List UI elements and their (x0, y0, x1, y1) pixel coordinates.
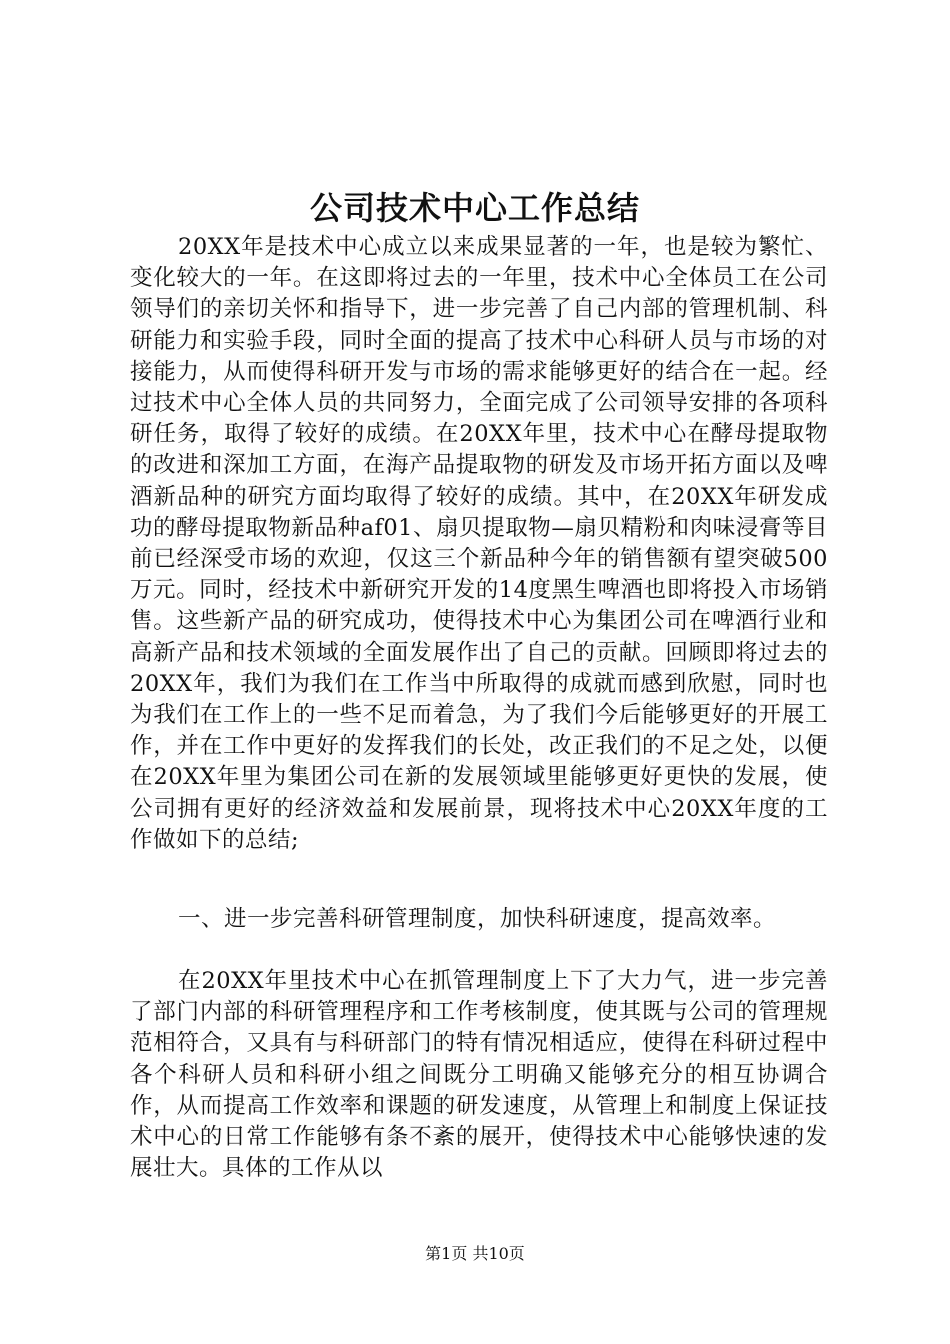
paragraph-intro: 20XX年是技术中心成立以来成果显著的一年，也是较为繁忙、变化较大的一年。在这即将过去的一年里，技术中心全体员工在公司领导们的亲切关怀和指导下，进一步完善了自己内部的管理机制、科研能力和实验手段，同时全面的提高了技术中心科研人员与市场的对接能力，从而使得科研开发与市场的需求能够更好的结合在一起。经过技术中心全体人员的共同努力，全面完成了公司领导安排的各项科研任务，取得了较好的成绩。在20XX年里，技术中心在酵母提取物的改进和深加工方面，在海产品提取物的研发及市场开拓方面以及啤酒新品种的研究方面均取得了较好的成绩。其中，在20XX年研发成功的酵母提取物新品种af01、扇贝提取物—扇贝精粉和肉味浸膏等目前已经深受市场的欢迎，仅这三个新品种今年的销售额有望突破500万元。同时，经技术中新研究开发的14度黑生啤酒也即将投入市场销售。这些新产品的研究成功，使得技术中心为集团公司在啤酒行业和高新产品和技术领域的全面发展作出了自己的贡献。回顾即将过去的20XX年，我们为我们在工作当中所取得的成就而感到欣慰，同时也为我们在工作上的一些不足而着急，为了我们今后能够更好的开展工作，并在工作中更好的发挥我们的长处，改正我们的不足之处，以便在20XX年里为集团公司在新的发展领域里能够更好更快的发展，使公司拥有更好的经济效益和发展前景，现将技术中心20XX年度的工作做如下的总结; (130, 234, 828, 853)
section-heading-1: 一、进一步完善科研管理制度，加快科研速度，提高效率。 (178, 906, 777, 932)
page-footer: 第1页 共10页 (425, 1244, 525, 1263)
paragraph-section-1: 在20XX年里技术中心在抓管理制度上下了大力气，进一步完善了部门内部的科研管理程序和工作考核制度，使其既与公司的管理规范相符合，又具有与科研部门的特有情况相适应，使得在科研过程中各个科研人员和科研小组之间既分工明确又能够充分的相互协调合作，从而提高工作效率和课题的研发速度，从管理上和制度上保证技术中心的日常工作能够有条不紊的展开，使得技术中心能够快速的发展壮大。具体的工作从以 (130, 968, 828, 1182)
document-title: 公司技术中心工作总结 (309, 189, 640, 227)
